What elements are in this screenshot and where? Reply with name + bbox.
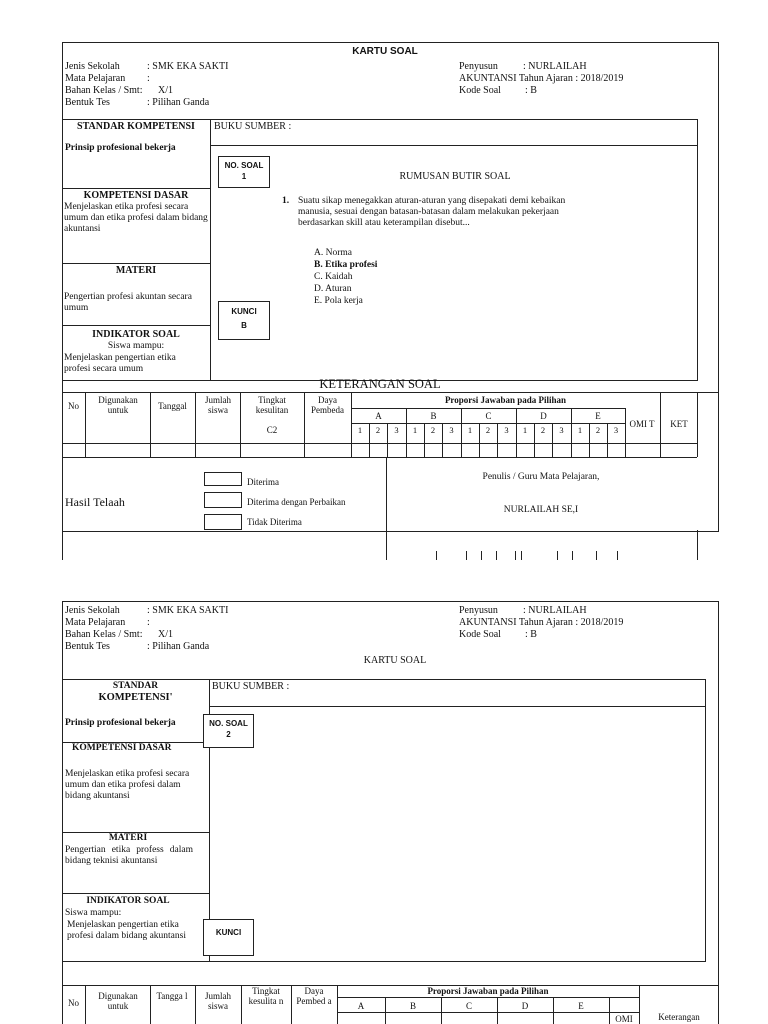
card2-indikator: INDIKATOR SOAL bbox=[86, 896, 170, 906]
card1-num-e3: 3 bbox=[613, 425, 619, 435]
card1-kunci-value: B bbox=[241, 321, 247, 330]
card1-option-c: C. Kaidah bbox=[314, 272, 353, 282]
card2-jenis-sekolah-label: Jenis Sekolah bbox=[65, 605, 120, 616]
card1-indikator-text: Menjelaskan pengertian etika profesi secara umum bbox=[64, 353, 176, 374]
card1-col-jumlah: Jumlah siswa bbox=[205, 395, 231, 415]
card2-col-proporsi: Proporsi Jawaban pada Pilihan bbox=[427, 986, 549, 996]
card1-num-c2: 2 bbox=[485, 425, 491, 435]
card1-num-b1: 1 bbox=[412, 425, 418, 435]
card2-kunci-box bbox=[203, 919, 254, 956]
card1-col-proporsi: Proporsi Jawaban pada Pilihan bbox=[444, 395, 567, 405]
card1-kode-soal-value: : B bbox=[525, 85, 537, 96]
card1-col-no: No bbox=[68, 401, 79, 411]
card2-letter-b: B bbox=[409, 1001, 416, 1011]
card1-siswa-mampu: Siswa mampu: bbox=[107, 341, 165, 351]
card1-num-c3: 3 bbox=[504, 425, 509, 435]
card1-num-c1: 1 bbox=[467, 425, 473, 435]
card2-col-digunakan: Digunakan untuk bbox=[98, 991, 138, 1011]
card1-option-a: A. Norma bbox=[314, 248, 352, 258]
card2-materi: MATERI bbox=[108, 833, 148, 843]
card1-num-d2: 2 bbox=[540, 425, 546, 435]
card1-option-b: B. Etika profesi bbox=[314, 260, 378, 270]
card1-kode-soal-label: Kode Soal bbox=[459, 85, 501, 96]
card2-col-tanggal: Tangga l bbox=[156, 991, 188, 1001]
card1-penyusun-label: Penyusun bbox=[459, 61, 498, 72]
card1-diterima-perbaikan-label: Diterima dengan Perbaikan bbox=[247, 497, 346, 507]
card2-kode-soal-label: Kode Soal bbox=[459, 629, 501, 640]
card2-materi-text: Pengertian etika profess dalam bidang teknisi akuntansi bbox=[65, 845, 193, 866]
card2-col-jumlah: Jumlah siswa bbox=[205, 991, 231, 1011]
card1-bentuk-tes-value: : Pilihan Ganda bbox=[147, 97, 210, 108]
card1-num-d1: 1 bbox=[522, 425, 528, 435]
card2-letter-c: C bbox=[465, 1001, 472, 1011]
card1-option-e: E. Pola kerja bbox=[314, 296, 363, 306]
card1-letter-d: D bbox=[540, 411, 547, 421]
card1-jenis-sekolah-value: : SMK EKA SAKTI bbox=[147, 61, 229, 72]
card1-col-tanggal: Tanggal bbox=[158, 401, 187, 411]
card2-kode-soal-value: : B bbox=[525, 629, 537, 640]
card1-diterima-checkbox[interactable] bbox=[204, 472, 242, 486]
card1-materi-text: Pengertian profesi akuntan secara umum bbox=[64, 292, 192, 313]
card2-akuntansi-tahun: AKUNTANSI Tahun Ajaran : 2018/2019 bbox=[459, 617, 624, 628]
card1-col-digunakan: Digunakan untuk bbox=[98, 395, 138, 415]
card1-bahan-kelas-value: X/1 bbox=[158, 85, 173, 96]
card1-num-a1: 1 bbox=[357, 425, 363, 435]
card2-bentuk-tes-label: Bentuk Tes bbox=[65, 641, 110, 652]
card1-mapel-value: : bbox=[147, 73, 150, 84]
card2-jenis-sekolah-value: : SMK EKA SAKTI bbox=[147, 605, 229, 616]
card1-kunci-box bbox=[218, 301, 270, 340]
card1-num-b3: 3 bbox=[449, 425, 454, 435]
card1-tingkat-value: C2 bbox=[266, 425, 278, 435]
card2-no-soal-value: 2 bbox=[226, 730, 231, 739]
card1-keterangan: KETERANGAN SOAL bbox=[319, 377, 441, 391]
card2-siswa-mampu: Siswa mampu: bbox=[65, 908, 122, 918]
card1-kd-text: Menjelaskan etika profesi secara umum dan etika profesi dalam bidang akuntansi bbox=[64, 202, 208, 234]
card1-num-a3: 3 bbox=[394, 425, 399, 435]
card2-penyusun-value: : NURLAILAH bbox=[523, 605, 587, 616]
card2-kd-text: Menjelaskan etika profesi secara umum dan etika profesi dalam bidang akuntansi bbox=[65, 769, 190, 801]
card1-title: KARTU SOAL bbox=[352, 46, 418, 57]
card1-letter-a: A bbox=[375, 411, 382, 421]
card2-no-soal-label: NO. SOAL bbox=[209, 719, 248, 728]
card1-col-omit: OMI T bbox=[629, 419, 655, 429]
card1-no-soal-value: 1 bbox=[241, 172, 247, 181]
card1-letter-e: E bbox=[595, 411, 601, 421]
card2-penyusun-label: Penyusun bbox=[459, 605, 498, 616]
card1-question-number: 1. bbox=[282, 196, 290, 206]
card2-kompetensi: KOMPETENSI' bbox=[98, 692, 173, 703]
card2-no-soal-box bbox=[203, 714, 254, 748]
card1-penulis: Penulis / Guru Mata Pelajaran, bbox=[482, 472, 600, 482]
card1-penulis-name: NURLAILAH SE,I bbox=[503, 505, 579, 515]
card1-bentuk-tes-label: Bentuk Tes bbox=[65, 97, 110, 108]
card2-kunci-label: KUNCI bbox=[215, 928, 242, 937]
card1-no-soal-label: NO. SOAL bbox=[224, 161, 264, 170]
card2-mapel-label: Mata Pelajaran bbox=[65, 617, 126, 628]
card2-letter-d: D bbox=[521, 1001, 529, 1011]
card1-tidak-diterima-checkbox[interactable] bbox=[204, 514, 242, 530]
card1-jenis-sekolah-label: Jenis Sekolah bbox=[65, 61, 120, 72]
card2-kompetensi-dasar: KOMPETENSI DASAR bbox=[72, 743, 172, 753]
card2-letter-e: E bbox=[578, 1001, 584, 1011]
card1-num-b2: 2 bbox=[430, 425, 436, 435]
card1-kunci-label: KUNCI bbox=[231, 307, 257, 316]
card1-penyusun-value: : NURLAILAH bbox=[523, 61, 587, 72]
card1-num-d3: 3 bbox=[559, 425, 564, 435]
card1-rumusan: RUMUSAN BUTIR SOAL bbox=[399, 171, 511, 182]
card1-kompetensi-dasar: KOMPETENSI DASAR bbox=[83, 190, 189, 201]
card2-indikator-text: Menjelaskan pengertian etika profesi dalam bidang akuntansi bbox=[67, 920, 186, 941]
card2-letter-a: A bbox=[357, 1001, 365, 1011]
card1-letter-c: C bbox=[485, 411, 492, 421]
card2-col-ket: Keterangan bbox=[658, 1012, 700, 1022]
card1-buku-sumber: BUKU SUMBER : bbox=[214, 121, 292, 132]
card1-indikator: INDIKATOR SOAL bbox=[92, 329, 180, 340]
card1-col-ket: KET bbox=[670, 419, 688, 429]
card2-bahan-kelas-value: X/1 bbox=[158, 629, 173, 640]
card1-option-d: D. Aturan bbox=[314, 284, 352, 294]
card2-col-omit: OMI bbox=[615, 1014, 633, 1024]
card2-bentuk-tes-value: : Pilihan Ganda bbox=[147, 641, 210, 652]
card2-bahan-kelas-label: Bahan Kelas / Smt: bbox=[65, 629, 143, 640]
card1-akuntansi-tahun: AKUNTANSI Tahun Ajaran : 2018/2019 bbox=[459, 73, 624, 84]
card1-prinsip: Prinsip profesional bekerja bbox=[65, 143, 176, 153]
card2-mapel-value: : bbox=[147, 617, 150, 628]
card1-hasil-telaah: Hasil Telaah bbox=[65, 495, 125, 509]
card2-prinsip: Prinsip profesional bekerja bbox=[65, 718, 176, 728]
card1-no-soal-box bbox=[218, 156, 270, 188]
card1-standar-kompetensi: STANDAR KOMPETENSI bbox=[77, 121, 195, 132]
card2-col-tingkat: Tingkat kesulita n bbox=[248, 986, 284, 1006]
card2-col-daya: Daya Pembed a bbox=[296, 986, 332, 1006]
card1-diterima-perbaikan-checkbox[interactable] bbox=[204, 492, 242, 508]
card1-bahan-kelas-label: Bahan Kelas / Smt: bbox=[65, 85, 143, 96]
card1-question-text: Suatu sikap menegakkan aturan-aturan yang disepakati demi kebaikan manusia, sesuai dengan batasan-batasan dalam melakukan pekerjaan berdasarkan skill atau keterampilan disebut... bbox=[298, 196, 566, 228]
card1-col-tingkat: Tingkat kesulitan bbox=[255, 395, 289, 415]
card1-tidak-diterima-label: Tidak Diterima bbox=[247, 517, 302, 527]
card2-buku-sumber: BUKU SUMBER : bbox=[212, 681, 290, 692]
card2-standar: STANDAR bbox=[112, 681, 159, 691]
card2-col-no: No bbox=[68, 998, 79, 1008]
card1-diterima-label: Diterima bbox=[247, 477, 279, 487]
card1-col-daya: Daya Pembeda bbox=[311, 395, 344, 415]
card1-letter-b: B bbox=[430, 411, 437, 421]
card2-title: KARTU SOAL bbox=[363, 655, 427, 666]
card1-num-a2: 2 bbox=[375, 425, 381, 435]
card1-mapel-label: Mata Pelajaran bbox=[65, 73, 126, 84]
card1-num-e1: 1 bbox=[577, 425, 583, 435]
card1-materi: MATERI bbox=[115, 265, 157, 276]
card1-num-e2: 2 bbox=[595, 425, 601, 435]
